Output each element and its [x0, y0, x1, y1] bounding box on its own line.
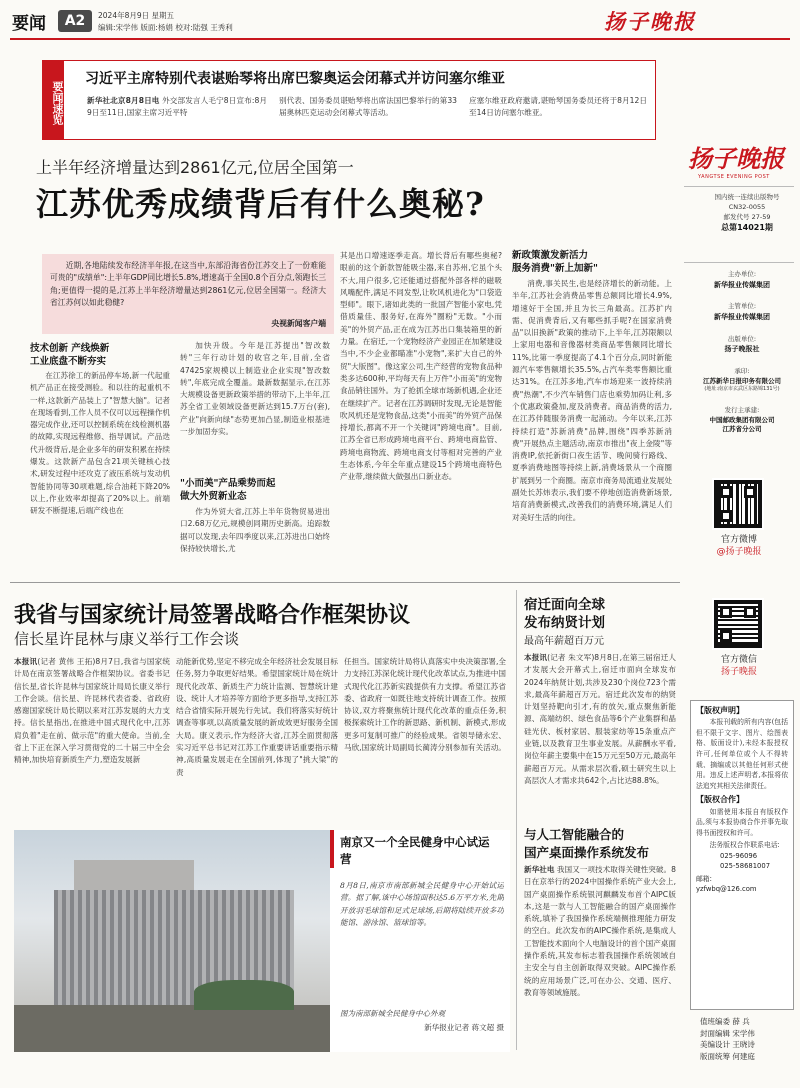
- staff-row: [700, 1016, 794, 1028]
- page-header: [0, 0, 800, 40]
- second-col-3: 任担当。国家统计局将认真落实中央决策部署,全力支持江苏深化统计现代化改革试点,为推进中国式现代化江苏新实践提供有力支撑。希望江苏省委、省政府一如既往地支持统计调查工作。按照协议,双方将聚焦统计现代化改革的重点任务,积极探索统计工作的新思路、新机制、新模式,形成更多可复制可推广的经验成果。省领导储永宏、马欣,国家统计局副局长蔺涛分别参加有关活动。: [344, 657, 506, 753]
- masthead-rule-2: [684, 262, 794, 263]
- brief-dateline: 新华社北京8月8日电: [87, 96, 160, 105]
- cooperation-title: 【版权合作】: [696, 795, 744, 805]
- staff-role: 值班编委: [700, 1017, 730, 1026]
- news-brief-box: [42, 60, 656, 140]
- photo-caption: 8月8日,南京市南部新城全民健身中心开始试运营。据了解,该中心场馆面积达5.6万平方米,先期开放羽毛球馆和足式足球场,后期将陆续开放多功能馆、游泳馆、篮球馆等。: [340, 881, 504, 927]
- lead-col-2a-text: 加快升级。今年是江苏提出"智改数转"三年行动计划的收官之年,目前,全省47425家规模以上制造业企业实现"智改数转",年底完成全覆盖。最新数据显示,在江苏大规模设备更新政策举措的带动下,上半年,江苏全省工业领域设备更新达到15.7万台(套),产业"向新向绿"态势更加凸显,制造业根基进一步加固夯实。: [180, 341, 330, 437]
- lead-subhead-2: [180, 478, 330, 504]
- lead-subhead-1: [30, 343, 170, 369]
- staff-list: [700, 1016, 794, 1063]
- lead-byline: 央视新闻客户端: [271, 319, 326, 328]
- brief-col-2: 别代表、国务委员谌贻琴将出席法国巴黎举行的第33届奥林匹克运动会闭幕式等活动。: [279, 96, 457, 118]
- caption-accent: [330, 830, 334, 868]
- copyright-text: 本报刊载的所有内容(包括但不限于文字、图片、绘图表格、版面设计),未经本报授权许可,任何单位或个人不得转载、摘编或以其他任何形式使用。违反上述声明者,本报将依法追究其相关法律责任。: [696, 718, 788, 790]
- copyright-box: [690, 700, 794, 1010]
- sponsor-label: 主办单位:: [727, 270, 757, 278]
- staff-row: [700, 1039, 794, 1051]
- second-col-1: [14, 656, 170, 824]
- printer-label: 承印:: [734, 366, 750, 375]
- distributor-label: 发行主承建:: [724, 405, 760, 414]
- brief-title: 习近平主席特别代表谌贻琴将出席巴黎奥运会闭幕式并访问塞尔维亚: [85, 71, 505, 87]
- staff-role: 封面编辑: [700, 1028, 730, 1038]
- header-rule: [10, 38, 790, 40]
- staff-name: 薛 兵: [732, 1017, 750, 1026]
- page-number: A2: [64, 13, 86, 29]
- lead-col-4-text: 消费,事关民生,也是经济增长的新动能。上半年,江苏社会消费品零售总额同比增长4.9%,增速好于全国,并且为长三角最高。江苏扩内需、促消费背后,又有哪些抓手呢?在国家消费品"以旧换新"政策的推动下,上半年,江苏限额以上家用电器和音像器材类商品零售额同比增长11%,比第一季度提高了4.1个百分点,同时新能源汽车零售额增长35.5%,占汽车类零售额比重达31%。在江苏多地,汽车市场迎来一波持续消费"热潮",不少汽车销售门店也乘势加码让利,多个优惠政策叠加,度及消费者。商品消费的活力,在江苏伴随服务消费一起涌动。今年以来,江苏持续打造"苏新消费"品牌,围绕"四季苏新消费"开展热点主题活动,南京市推出"夜上金陵"等消费IP,依托新街口夜生活节、晚间骑行路线、夏季消费地图等持续上新,消费场景从一个商圈扩展到另一个商圈。南京市商务局流通业发展处副处长苏炜表示,我们要不停地创造消费新场景,培育消费新模式,改善我们的消费环境,满足人们对美好生活的向往。: [512, 279, 672, 522]
- lead-kicker: 上半年经济增量达到2861亿元,位居全国第一: [36, 158, 354, 177]
- masthead-logo-en: YANGTSE EVENING POST: [698, 174, 770, 180]
- lead-intro-box: [42, 254, 334, 334]
- ai-text: [524, 864, 676, 1050]
- photo-credit: 图为南部新城全民健身中心外观: [340, 1009, 445, 1018]
- cn-number: CN32-0055: [728, 203, 766, 212]
- lead-col-1: [30, 370, 170, 570]
- second-reporter: (记者 黄伟 王拓): [37, 657, 96, 666]
- suqian-headline-text: 宿迁面向全球 发布纳贤计划: [524, 597, 605, 632]
- issn-block: [702, 192, 792, 235]
- lead-subhead-4: [512, 250, 672, 276]
- publisher: 扬子晚报社: [724, 345, 760, 354]
- supervisor: 新华报业传媒集团: [714, 313, 770, 321]
- subhead-2-text: "小而美"产品乘势而起 做大外贸新业态: [180, 478, 276, 502]
- printer-address: (地址:南京市玄武区东路锦131号): [704, 386, 780, 393]
- lead-col-2b-text: 作为外贸大省,江苏上半年货物贸易进出口2.68万亿元,规模创同期历史新高。追踪数据可以发现,去年四季度以来,江苏进出口始终保持较快增长,尤: [180, 507, 330, 553]
- copyright-title: 【版权声明】: [696, 706, 744, 715]
- gym-photo: [14, 830, 330, 1052]
- wechat-handle: 扬子晚报: [720, 667, 757, 677]
- lead-col-2a: [180, 340, 330, 460]
- distributor-1: 中国邮政集团有限公司: [709, 415, 775, 424]
- brief-col-3: 应塞尔维亚政府邀请,谌贻琴国务委员还将于8月12日至14日访问塞尔维亚。: [469, 96, 647, 118]
- lead-bottom-rule: [10, 582, 680, 583]
- suqian-body: 8月8日,在第三届宿迁人才发展大会开幕式上,宿迁市面向全球发布2024年纳贤计划,共涉及230个岗位723个需求,最高年薪超百万元。宿迁此次发布的纳贤计划坚持靶向引才,有的放矢,重点聚焦新能源、高端纺织、绿色食品等6个产业集群和晶硅光伏、板材家居、服装家纺等15条重点产业链,以及教育卫生事业发展。从薪酬水平看,岗位年薪主要集中在15万元至50万元,最高年薪超百万元。从需求层次看,硕士研究生以上高层次人才需求共642个,占比达88.8%。: [524, 653, 676, 785]
- lead-intro: 近期,各地陆续发布经济半年报,在这当中,东部沿海省份江苏交上了一份难能可贵的"成绩单":上半年GDP同比增长5.8%,增速高于全国0.8个百分点,领跑长三角;更值得一提的是,江苏上半年经济增量达到2861亿元,位居全国第一。经济大省江苏何以如此稳健?: [50, 261, 326, 308]
- contact-phone-1: 025-96096: [720, 851, 758, 860]
- masthead-sidebar: [684, 140, 794, 680]
- subhead-1-text: 技术创新 产线焕新 工业底盘不断夯实: [30, 343, 110, 367]
- contact-email[interactable]: yzfwbq@126.com: [696, 885, 757, 894]
- sponsor: 新华报业传媒集团: [714, 280, 770, 289]
- lead-col-2b: [180, 506, 330, 570]
- staff-row: [700, 1028, 794, 1040]
- photo-credit-2: 新华报业记者 蒋文超 摄: [424, 1023, 504, 1032]
- staff-role: 美编设计: [700, 1040, 730, 1050]
- lead-col-3-text: 其是出口增速逐季走高。增长背后有哪些奥秘?眼前的这个新款智能吸尘器,来自苏州,它虽个头不大,用户很多,它还能通过搭配外部各样的磁吸风嘴配件,满足不同发型,让吹风机进化为"口袋造型师"。眼下,诸如此类的一批国产智能小家电,凭借质量佳、服务好,在海外"圈粉"无数。"小而美"的外贸产品,正在成为江苏出口集装箱里的新力量。在宿迁,一个宠物经济产业园正在加紧建设当中,不少企业都瞄准"小宠物",来扩大自己的外贸"大版图"。像这家公司,生产经营的宠物食品种类多达600种,平均每天有上万件"小而美"的宠物食品销往国外。为了抢抓全球市场新机遇,企业还在继续扩产。记者在江苏调研时发现,无论是智能吹风机还是宠物食品,这类"小而美"的外贸产品保持增长,都离不开一个关键词"跨境电商"。目前,江苏全省已形成跨境电商平台、跨境电商监管、跨境电商物流、跨境电商支付等相对完善的产业生态体系,今年全年重点建设15个跨境电商特色产业带,继续做大做强出口新业态。: [340, 251, 502, 482]
- ai-body: 我国又一项技术取得关键性突破。8日在京举行的2024中国操作系统产业大会上,国产桌面操作系统银河麒麟发布首个AIPC版本,这是一款与人工智能融合的国产桌面操作系统,填补了我国操作系统端侧推理能力研发的空白。此次发布的AIPC操作系统,是集成人工智能技术面向个人电脑设计的首个国产桌面操作系统,其发布标志着我国操作系统领域自主安全与自主创新取得双突破。AIPC操作系统的应用场景广泛,可在办公、交通、医疗、教育等领域施展。: [524, 865, 676, 997]
- masthead-rule: [684, 186, 794, 187]
- publisher-label: 出版单位:: [727, 334, 757, 343]
- suqian-reporter: (记者 朱文军): [547, 653, 595, 662]
- contact-label: 法务版权合作联系电话:: [709, 841, 780, 850]
- column-divider: [516, 590, 517, 1050]
- suqian-lead-tag: 本报讯: [524, 653, 548, 662]
- postcode: 邮发代号 27-59: [723, 213, 771, 222]
- ai-headline-text: 与人工智能融合的 国产桌面操作系统发布: [524, 827, 650, 860]
- photo-caption-box: [330, 830, 510, 1052]
- issue-date: 2024年8月9日 星期五: [98, 11, 175, 20]
- contact-phone-2: 025-58681007: [720, 862, 771, 871]
- masthead-logo: 扬子晚报: [688, 144, 784, 173]
- total-issue: 总第14021期: [721, 223, 773, 233]
- issn-label: 国内统一连续出版物号: [714, 193, 780, 201]
- staff-row: [700, 1051, 794, 1063]
- header-logo: 扬子晚报: [604, 9, 696, 34]
- ai-lead-tag: 新华社电: [524, 865, 555, 874]
- wechat-qr-code[interactable]: [714, 600, 762, 648]
- org-block: [690, 270, 794, 435]
- brief-tag: 要闻速览: [42, 60, 64, 140]
- brief-text-1: 外交部发言人毛宁8日宣布:8月9日至11日,国家主席习近平特: [87, 96, 267, 118]
- section-name: 要闻: [12, 14, 46, 34]
- second-headline: 我省与国家统计局签署战略合作框架协议: [14, 602, 411, 628]
- brief-col-1: [87, 95, 267, 135]
- second-subhead: 信长星许昆林与康义举行工作会谈: [14, 630, 240, 648]
- distributor-2: 江苏省分公司: [722, 425, 762, 434]
- cooperation-text: 如需使用本报自有版权作品,须与本报协商合作并事先取得书面授权和许可。: [696, 807, 788, 837]
- second-col-1-text: 8月7日,我省与国家统计局在南京签署战略合作框架协议。省委书记信长星,省长许昆林与国家统计局局长康义举行工作会谈。信长星、许昆林代表省委、省政府感谢国家统计局长期以来对江苏发展的大力支持。信长星指出,在推进中国式现代化中,江苏肩负着"走在前、做示范"的重大使命。当前,全省上下正在深入学习贯彻党的二十届三中全会精神,加快培育新质生产力,塑造发展新: [14, 657, 170, 765]
- subhead-4-text: 新政策激发新活力 服务消费"新上加新": [512, 250, 598, 274]
- staff-name: 王晓诗: [732, 1040, 755, 1050]
- suqian-headline: [524, 596, 674, 632]
- staff-name: 宋学伟: [732, 1028, 755, 1038]
- second-col-2: 动能新优势,坚定不移完成全年经济社会发展目标任务,努力争取更好结果。希望国家统计局在统计现代化改革、新质生产力统计监测、智慧统计建设、统计人才培养等方面给予更多指导,支持江苏结合省情实际开展先行先试。我们将落实好统计调查等事项,以高质量发展的新成效更好服务全国大局。康义表示,作为经济大省,江苏全面贯彻落实习近平总书记对江苏工作重要讲话重要指示精神,高质量发展走在全国前列,体现了"挑大梁"的责: [176, 657, 338, 777]
- editor-credits: 编辑:宋学伟 版面:杨娟 校对:陆强 王秀利: [98, 23, 233, 32]
- second-lead-tag: 本报讯: [14, 657, 38, 666]
- lead-col-3: [340, 250, 502, 570]
- lead-col-4: [512, 278, 672, 570]
- photo-caption-title: 南京又一个全民健身中心试运营: [340, 835, 490, 866]
- wechat-label: 官方微信: [720, 655, 757, 665]
- suqian-subhead: 最高年薪超百万元: [524, 636, 604, 647]
- supervisor-label: 主管单位:: [727, 302, 757, 311]
- lead-headline: 江苏优秀成绩背后有什么奥秘?: [36, 185, 485, 223]
- suqian-text: [524, 652, 676, 818]
- staff-name: 何建庭: [732, 1051, 755, 1061]
- staff-role: 版面统筹: [700, 1051, 730, 1061]
- weibo-label: 官方微博: [720, 535, 757, 545]
- ai-headline: [524, 826, 674, 861]
- weibo-qr-code[interactable]: [714, 480, 762, 528]
- weibo-handle: @扬子晚报: [716, 547, 762, 557]
- printer: 江苏新华日报印务有限公司: [703, 376, 781, 385]
- email-label: 邮箱:: [696, 874, 712, 883]
- page-number-badge: [58, 10, 92, 32]
- lead-col-1-text: 在江苏徐工的新品停车场,新一代起重机产品正在接受测验。和以往的起重机不一样,这款新产品装上了"智慧大脑"。记者在现场看到,工作人员不仅可以远程操作机器完成作业,还可以控制系统在线检测机器的故障,实现远程维修、指导调试。产品迭代升级背后,是企业多年的研发积累在持续爆发。这款新产品包含21项关键核心技术,研发过程中还攻克了液压系统与发动机智能协同等30项难题,综合油耗下降20%以上,作业效率却提高了20%以上。前端研发不断提速,后端产线也在: [30, 371, 170, 516]
